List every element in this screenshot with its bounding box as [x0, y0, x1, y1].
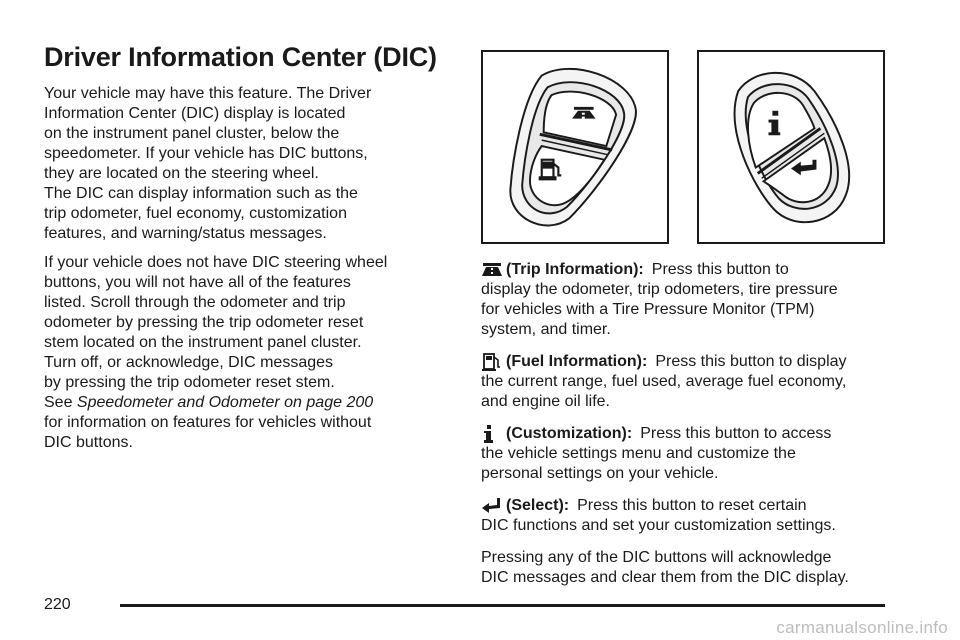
figure-trip-fuel-buttons — [481, 50, 669, 244]
left-column — [44, 84, 444, 462]
see-prefix: See — [44, 394, 77, 411]
watermark: carmanualsonline.info — [776, 618, 948, 637]
text-line: for information on features for vehicles without — [44, 414, 372, 431]
entry-heading — [481, 352, 891, 372]
entry-term: (Fuel Information): — [506, 353, 648, 370]
text-line: the current range, fuel used, average fuel economy, — [481, 373, 847, 390]
entry-heading — [481, 496, 891, 516]
text-line: DIC buttons. — [44, 434, 133, 451]
cross-reference-link[interactable]: Speedometer and Odometer on page 200 — [76, 394, 374, 411]
text-line: stem located on the instrument panel cluster. — [44, 334, 362, 351]
text-line: the vehicle settings menu and customize the — [481, 445, 796, 462]
see-reference-line — [44, 393, 444, 413]
text-line: odometer by pressing the trip odometer reset — [44, 314, 364, 331]
right-column — [481, 260, 891, 588]
text-line: listed. Scroll through the odometer and trip — [44, 294, 346, 311]
fuel-information-icon — [481, 352, 503, 372]
entry-term: (Customization): — [506, 425, 633, 442]
entry-text: Press this button to display — [655, 353, 847, 370]
trip-fuel-button-illustration — [483, 52, 667, 242]
text-line: display the odometer, trip odometers, tire pressure — [481, 281, 838, 298]
text-line: DIC functions and set your customization settings. — [481, 517, 836, 534]
page-title: Driver Information Center (DIC) — [44, 42, 437, 72]
entry-term: (Select): — [506, 497, 570, 514]
intro-paragraph — [44, 84, 444, 244]
text-line: on the instrument panel cluster, below the — [44, 125, 340, 142]
text-line: features, and warning/status messages. — [44, 225, 327, 242]
entry-select — [481, 496, 891, 536]
text-line: Information Center (DIC) display is located — [44, 105, 346, 122]
text-line: speedometer. If your vehicle has DIC buttons, — [44, 145, 368, 162]
text-line: by pressing the trip odometer reset stem. — [44, 374, 335, 391]
closing-paragraph — [481, 548, 891, 588]
text-line: buttons, you will not have all of the features — [44, 274, 351, 291]
customization-select-button-illustration — [699, 52, 883, 242]
trip-information-icon — [481, 260, 503, 280]
text-line: for vehicles with a Tire Pressure Monitor (TPM) — [481, 301, 815, 318]
text-line: Your vehicle may have this feature. The Driver — [44, 85, 372, 102]
text-line: Turn off, or acknowledge, DIC messages — [44, 354, 334, 371]
entry-fuel-information — [481, 352, 891, 412]
entry-text: Press this button to reset certain — [577, 497, 807, 514]
entry-heading — [481, 260, 891, 280]
text-line: DIC messages and clear them from the DIC display. — [481, 569, 849, 586]
figure-customization-select-buttons — [697, 50, 885, 244]
entry-term: (Trip Information): — [506, 261, 644, 278]
text-line: If your vehicle does not have DIC steering wheel — [44, 254, 388, 271]
text-line: The DIC can display information such as the — [44, 185, 358, 202]
entry-customization — [481, 424, 891, 484]
no-buttons-paragraph — [44, 253, 444, 453]
text-line: and engine oil life. — [481, 393, 610, 410]
text-line: personal settings on your vehicle. — [481, 465, 719, 482]
select-icon — [481, 496, 503, 516]
entry-trip-information — [481, 260, 891, 340]
text-line: they are located on the steering wheel. — [44, 165, 319, 182]
text-line: trip odometer, fuel economy, customization — [44, 205, 347, 222]
text-line: system, and timer. — [481, 321, 611, 338]
entry-heading — [481, 424, 891, 444]
customization-icon — [481, 424, 503, 444]
entry-text: Press this button to — [651, 261, 789, 278]
entry-text: Press this button to access — [640, 425, 832, 442]
text-line: Pressing any of the DIC buttons will acknowledge — [481, 549, 832, 566]
footer-rule — [120, 604, 885, 607]
page-number: 220 — [44, 596, 71, 613]
